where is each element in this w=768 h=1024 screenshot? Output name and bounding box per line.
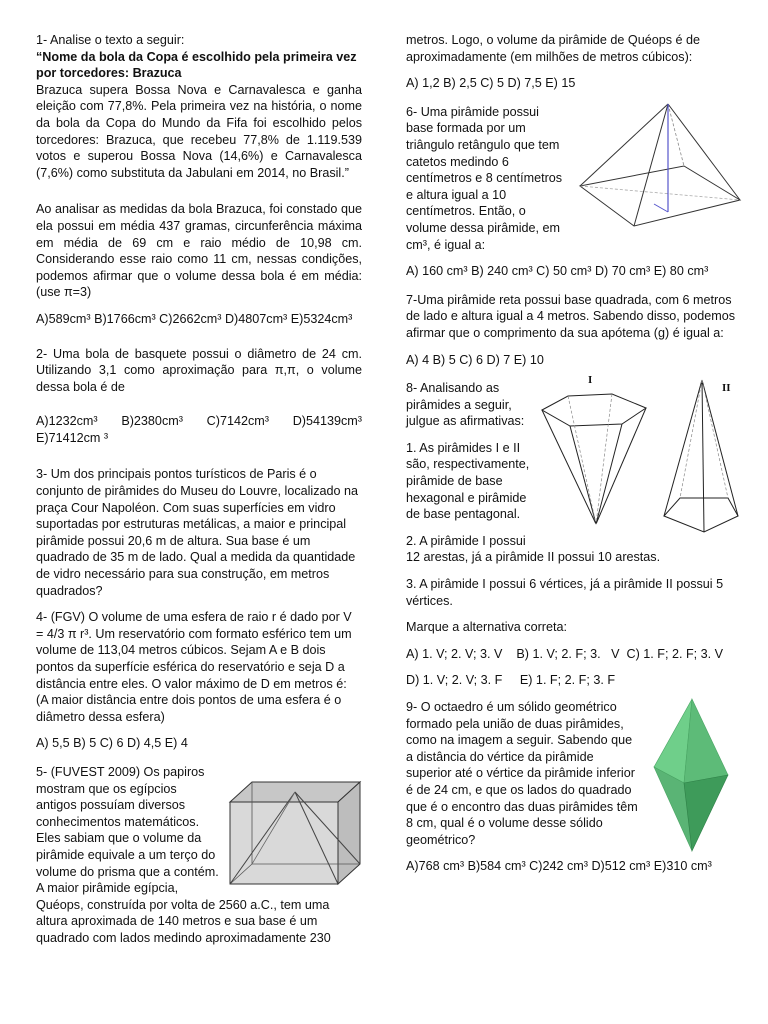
q4-options: A) 5,5 B) 5 C) 6 D) 4,5 E) 4 <box>36 736 188 751</box>
question-9 <box>406 699 744 875</box>
q9-options: A)768 cm³ B)584 cm³ C)242 cm³ D)512 cm³ E)310 cm³ <box>406 859 712 874</box>
q1-article: Brazuca supera Bossa Nova e Carnavalesca e ganha eleição com 77,8%. Pela primeira vez na história, o nome da bola da Copa do Mundo da Fifa foi escolhido pelos torcedores: Brazuca, que recebeu 77,8% de 1.119.539 votos e superou Bossa Nova (14,6%) e Carnavalesca (7,6%) como substituta da Jabulani em 2014, no Brasil.” <box>36 82 362 180</box>
pyramids-i-ii-diagram <box>538 376 744 536</box>
triangular-pyramid-diagram <box>576 100 744 230</box>
question-1 <box>36 32 362 328</box>
q1-question: Ao analisar as medidas da bola Brazuca, foi constado que ela possui em média 437 gramas, circunferência máxima em média de 69 cm e raio médio de 10,98 cm. Considerando esse raio como 11 cm, nessas condições, podemos afirmar que o volume dessa bola é em média: (use π=3) <box>36 202 362 300</box>
q8-options-row-2: D) 1. V; 2. V; 3. F E) 1. F; 2. F; 3. F <box>406 673 616 688</box>
q3-text: 3- Um dos principais pontos turísticos de Paris é o conjunto de pirâmides do Museu do Louvre, localizado na praça Cour Napoléon. Com suas superfícies em vidro suportadas por estruturas metálicas, a maior e principal pirâmide possui 20,6 m de altura. Sua base é um quadrado de 35 m de lado. Qual a medida da quantidade de vidro necessário para sua construção, em metros quadrados? <box>36 467 359 598</box>
q5-text-b: metros. Logo, o volume da pirâmide de Quéops é de aproximadamente (em milhões de metros cúbicos): <box>406 33 701 64</box>
q6-options: A) 160 cm³ B) 240 cm³ C) 50 cm³ D) 70 cm³ E) 80 cm³ <box>406 264 709 279</box>
question-2 <box>36 346 362 447</box>
q8-statement-1: 1. As pirâmides I e II são, respectivamente, pirâmide de base hexagonal e pirâmide de base pentagonal. <box>406 440 530 522</box>
question-6 <box>406 104 744 280</box>
question-5-continued <box>406 32 744 92</box>
q2-options <box>36 413 362 430</box>
q8-prompt: Marque a alternativa correta: <box>406 620 568 635</box>
q6-text: 6- Uma pirâmide possui base formada por um triângulo retângulo que tem catetos medindo 6 centímetros e 8 centímetros e altura igual a 10 centímetros. Então, o volume dessa pirâmide, em cm³, é igual a: <box>406 104 563 252</box>
prism-pyramid-figure <box>228 780 362 886</box>
right-column <box>406 32 744 885</box>
q8-intro: 8- Analisando as pirâmides a seguir, julgue as afirmativas: <box>406 381 525 429</box>
q2-option-e: E)71412cm ³ <box>36 430 109 445</box>
q5-text-a: 5- (FUVEST 2009) Os papiros mostram que os egípcios antigos possuíam diversos conhecimentos matemáticos. Eles sabiam que o volume da pirâmide equivale a um terço do volume do prisma que a contém. A maior pirâmide egípcia, Quéops, construída por volta de 2560 a.C., tem uma altura aproximada de 140 metros e sua base é um quadrado com lados medindo aproximadamente 230 <box>36 764 331 945</box>
q8-statement-3: 3. A pirâmide I possui 6 vértices, já a pirâmide II possui 5 vértices. <box>406 577 724 608</box>
q2-text: 2- Uma bola de basquete possui o diâmetro de 24 cm. Utilizando 3,1 como aproximação para π,π, o volume dessa bola é de <box>36 346 362 394</box>
q9-text: 9- O octaedro é um sólido geométrico formado pela união de duas pirâmides, como na imagem a seguir. Sabendo que a distância do vértice da pirâmide superior até o vértice da pirâmide inferior é de 24 cm, e que os lados do quadrado que é o encontro das duas pirâmides têm 8 cm, qual é o volume desse sólido geométrico? <box>406 700 638 847</box>
q1-headline: “Nome da bola da Copa é escolhido pela primeira vez por torcedores: Brazuca <box>36 49 357 81</box>
q8-statement-2: 2. A pirâmide I possui 12 arestas, já a pirâmide II possui 10 arestas. <box>406 533 661 565</box>
q2-option-a: A)1232cm³ <box>36 414 98 429</box>
q4-text: 4- (FGV) O volume de uma esfera de raio r é dado por V = 4/3 π r³. Um reservatório com formato esférico tem um volume de 113,04 metros cúbicos. Sejam A e B dois pontos da superfície esférica do reservatório e seja D a distância entre eles. O valor máximo de D em metros é: (A maior distância entre dois pontos de uma esfera é o diâmetro dessa esfera) <box>36 610 352 724</box>
pyramids-i-ii-figure <box>538 376 744 536</box>
pyramid-label-ii: II <box>722 382 731 395</box>
question-5 <box>36 764 362 947</box>
question-7 <box>406 292 744 368</box>
q8-options-row-1: A) 1. V; 2. V; 3. V B) 1. V; 2. F; 3. V C) 1. F; 2. F; 3. V <box>406 646 724 661</box>
octahedron-diagram <box>652 697 730 853</box>
q7-options: A) 4 B) 5 C) 6 D) 7 E) 10 <box>406 352 544 367</box>
q2-option-d: D)54139cm³ <box>292 414 362 429</box>
octahedron-figure <box>652 697 730 853</box>
q2-option-c: C)7142cm³ <box>206 414 269 429</box>
q2-option-b: B)2380cm³ <box>121 414 183 429</box>
prism-pyramid-diagram <box>228 780 362 886</box>
question-8 <box>406 374 744 689</box>
question-4 <box>36 609 362 752</box>
left-column <box>36 32 362 957</box>
q5-options: A) 1,2 B) 2,5 C) 5 D) 7,5 E) 15 <box>406 76 576 91</box>
q1-options: A)589cm³ B)1766cm³ C)2662cm³ D)4807cm³ E)5324cm³ <box>36 311 353 326</box>
triangular-pyramid-figure <box>576 100 744 230</box>
q7-text: 7-Uma pirâmide reta possui base quadrada, com 6 metros de lado e altura igual a 4 metros. Sabendo disso, podemos afirmar que o comprimento da sua apótema (g) é igual a: <box>406 292 736 340</box>
q1-intro: 1- Analise o texto a seguir: <box>36 33 185 47</box>
question-3 <box>36 466 362 599</box>
pyramid-label-i: I <box>588 374 593 387</box>
